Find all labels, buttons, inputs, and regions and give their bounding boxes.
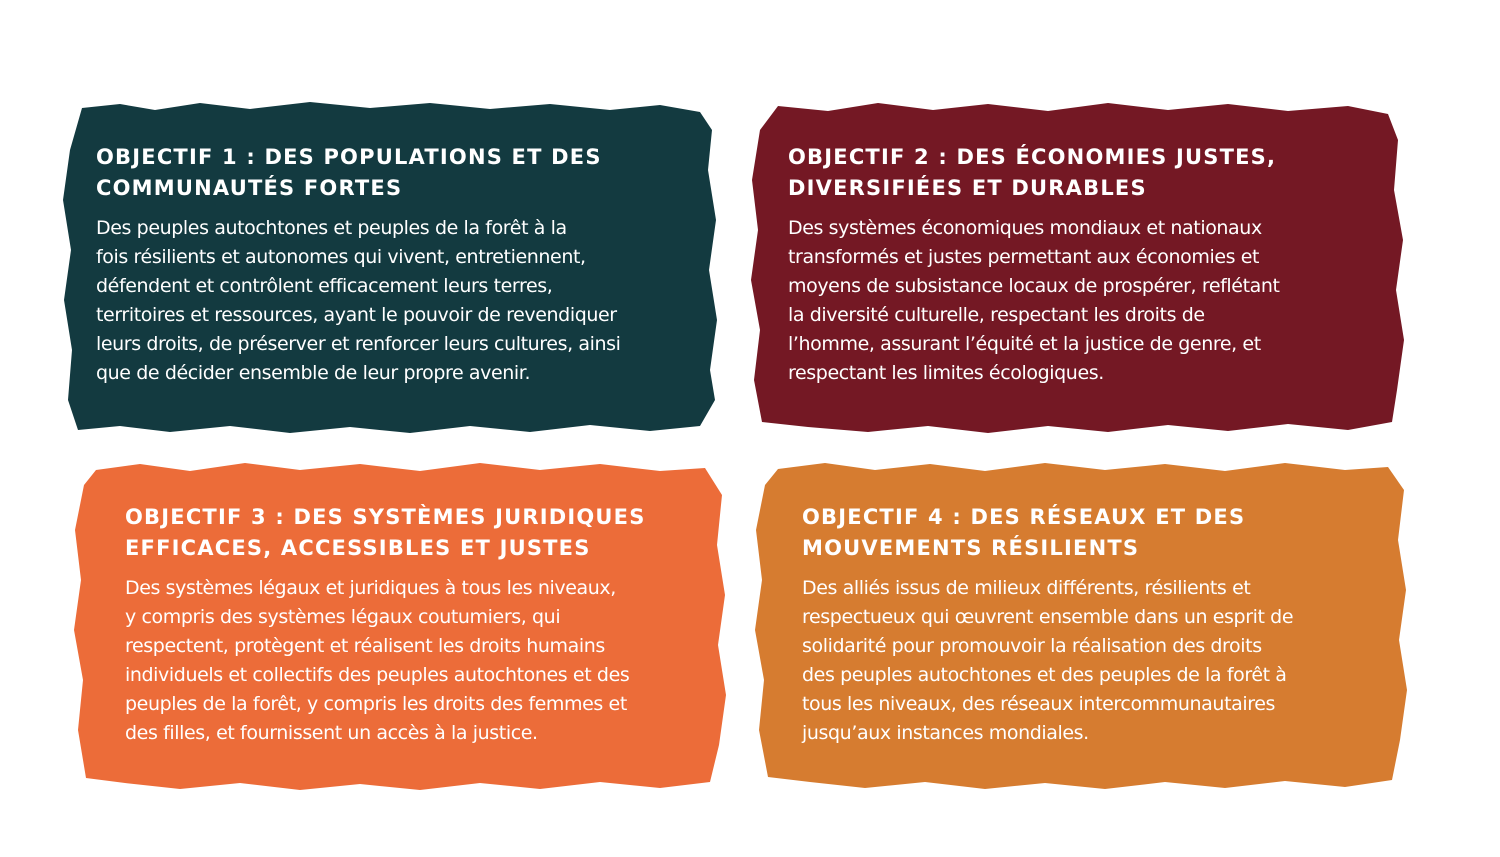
card-content — [802, 502, 1402, 748]
objective-description: Des systèmes légaux et juridiques à tous les niveaux, y compris des systèmes légaux coutumiers, qui respectent, protègent et réalisent les droits humains individuels et collectifs des peuples autochtones et des peuples de la forêt, y compris les droits des femmes et des filles, et fournissent un accès à la justice. — [125, 577, 630, 744]
card-content — [96, 142, 696, 388]
card-content — [125, 502, 715, 748]
objective-title: OBJECTIF 2 : DES ÉCONOMIES JUSTES, DIVERSIFIÉES ET DURABLES — [788, 145, 1277, 200]
objective-card-2 — [748, 100, 1408, 435]
objective-description: Des alliés issus de milieux différents, résilients et respectueux qui œuvrent ensemble dans un esprit de solidarité pour promouvoir la réalisation des droits des peuples autochtones et des peuples de la forêt à tous les niveaux, des réseaux intercommunautaires jusqu’aux instances mondiales. — [802, 577, 1294, 744]
objective-card-1 — [60, 100, 720, 435]
objective-card-3 — [70, 460, 730, 790]
objective-description: Des peuples autochtones et peuples de la forêt à la fois résilients et autonomes qui vivent, entretiennent, défendent et contrôlent efficacement leurs terres, territoires et ressources, ayant le pouvoir de revendiquer leurs droits, de préserver et renforcer leurs cultures, ainsi que de décider ensemble de leur propre avenir. — [96, 217, 621, 384]
card-content — [788, 142, 1398, 388]
objective-card-4 — [750, 460, 1410, 790]
objective-title: OBJECTIF 4 : DES RÉSEAUX ET DES MOUVEMENTS RÉSILIENTS — [802, 505, 1246, 560]
objective-title: OBJECTIF 1 : DES POPULATIONS ET DES COMMUNAUTÉS FORTES — [96, 145, 602, 200]
objective-title: OBJECTIF 3 : DES SYSTÈMES JURIDIQUES EFFICACES, ACCESSIBLES ET JUSTES — [125, 505, 646, 560]
objective-description: Des systèmes économiques mondiaux et nationaux transformés et justes permettant aux économies et moyens de subsistance locaux de prospérer, reflétant la diversité culturelle, respectant les droits de l’homme, assurant l’équité et la justice de genre, et respectant les limites écologiques. — [788, 217, 1280, 384]
